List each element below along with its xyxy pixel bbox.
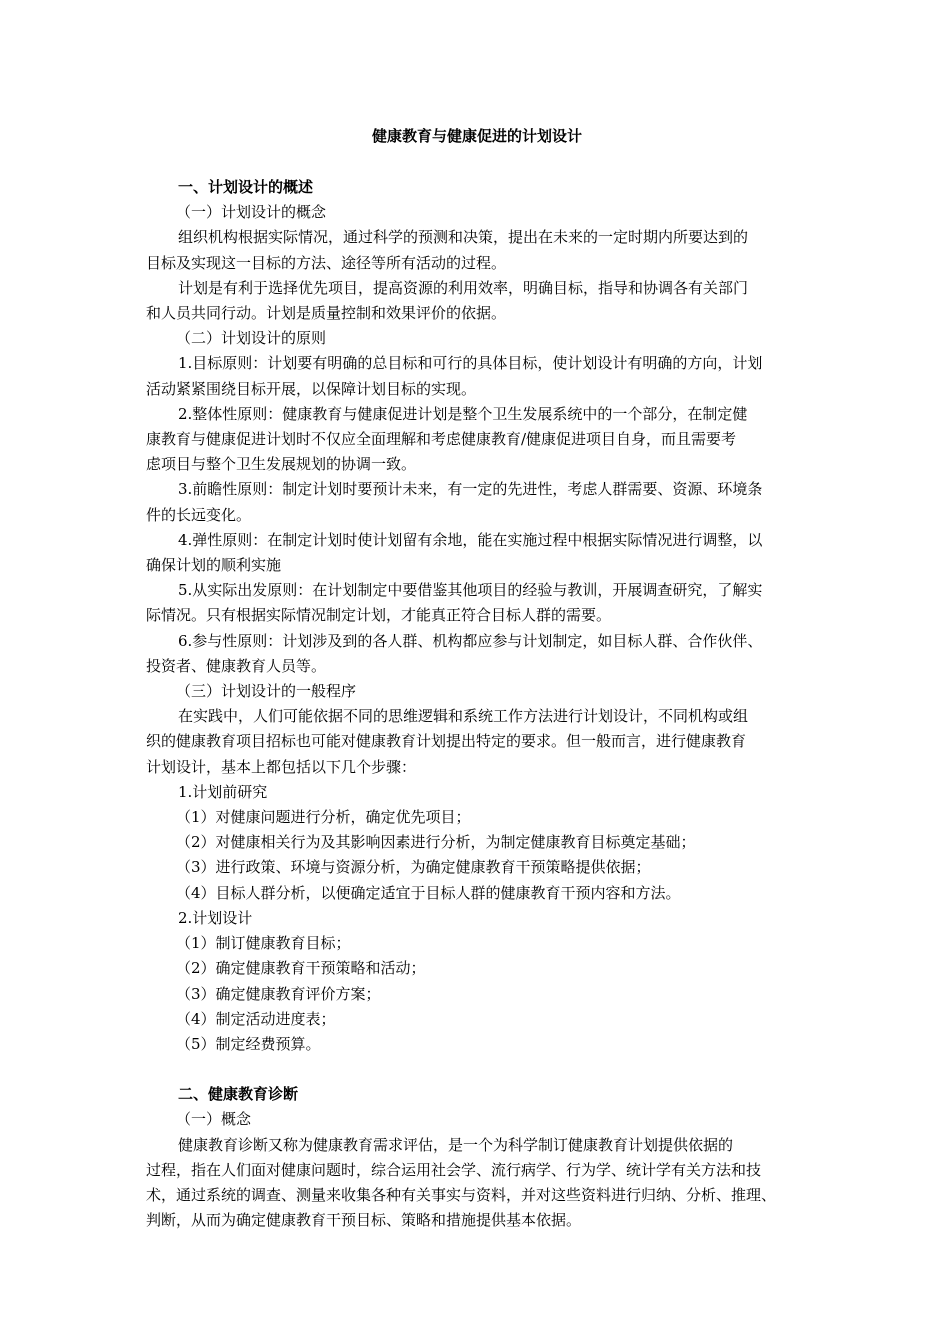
paragraph-continuation: 计划设计，基本上都包括以下几个步骤：: [146, 757, 417, 776]
paragraph-continuation: 投资者、健康教育人员等。: [146, 656, 327, 675]
paragraph-continuation: 和人员共同行动。计划是质量控制和效果评价的依据。: [146, 304, 507, 323]
subsection-line: （1）制订健康教育目标；: [176, 934, 351, 953]
paragraph-continuation: 术，通过系统的调查、测量来收集各种有关事实与资料，并对这些资料进行归纳、分析、推理、: [146, 1185, 777, 1204]
paragraph-line: 5.从实际出发原则：在计划制定中要借鉴其他项目的经验与教训，开展调查研究，了解实: [178, 581, 763, 600]
paragraph-continuation: 织的健康教育项目招标也可能对健康教育计划提出特定的要求。但一般而言，进行健康教育: [146, 732, 747, 751]
paragraph-line: 2.整体性原则：健康教育与健康促进计划是整个卫生发展系统中的一个部分，在制定健: [178, 404, 748, 423]
paragraph-line: 组织机构根据实际情况，通过科学的预测和决策，提出在未来的一定时期内所要达到的: [178, 228, 749, 247]
subsection-line: （3）确定健康教育评价方案；: [176, 984, 381, 1003]
subsection-line: （2）对健康相关行为及其影响因素进行分析，为制定健康教育目标奠定基础；: [176, 833, 696, 852]
subsection-line: （5）制定经费预算。: [176, 1034, 321, 1053]
subsection-line: （2）确定健康教育干预策略和活动；: [176, 959, 426, 978]
document-title: 健康教育与健康促进的计划设计: [371, 127, 582, 145]
paragraph-continuation: 件的长远变化。: [146, 505, 252, 524]
paragraph-line: 健康教育诊断又称为健康教育需求评估，是一个为科学制订健康教育计划提供依据的: [178, 1135, 734, 1154]
paragraph-line: 在实践中，人们可能依据不同的思维逻辑和系统工作方法进行计划设计，不同机构或组: [178, 707, 749, 726]
document-text: [146, 175, 808, 1233]
subsection-line: （二）计划设计的原则: [176, 329, 327, 348]
paragraph-line: 1.计划前研究: [178, 782, 268, 801]
paragraph-continuation: 目标及实现这一目标的方法、途径等所有活动的过程。: [146, 253, 507, 272]
paragraph-line: 3.前瞻性原则：制定计划时要预计未来，有一定的先进性，考虑人群需要、资源、环境条: [178, 480, 763, 499]
paragraph-line: 4.弹性原则：在制定计划时使计划留有余地，能在实施过程中根据实际情况进行调整，以: [178, 530, 763, 549]
section-heading: 一、计划设计的概述: [178, 178, 314, 196]
section-heading: 二、健康教育诊断: [178, 1085, 299, 1104]
subsection-line: （4）目标人群分析，以便确定适宜于目标人群的健康教育干预内容和方法。: [176, 883, 681, 902]
paragraph-continuation: 过程，指在人们面对健康问题时，综合运用社会学、流行病学、行为学、统计学有关方法和技: [146, 1160, 762, 1179]
paragraph-continuation: 确保计划的顺利实施: [146, 556, 282, 575]
document-body: [146, 124, 808, 1233]
paragraph-line: 6.参与性原则：计划涉及到的各人群、机构都应参与计划制定，如目标人群、合作伙伴、: [178, 631, 763, 650]
paragraph-line: 1.目标原则：计划要有明确的总目标和可行的具体目标，使计划设计有明确的方向，计划: [178, 354, 763, 373]
paragraph-continuation: 活动紧紧围绕目标开展，以保障计划目标的实现。: [146, 379, 477, 398]
subsection-line: （3）进行政策、环境与资源分析，为确定健康教育干预策略提供依据；: [176, 858, 651, 877]
paragraph-continuation: 虑项目与整个卫生发展规划的协调一致。: [146, 455, 417, 474]
subsection-line: （一）概念: [176, 1110, 252, 1129]
paragraph-line: 计划是有利于选择优先项目，提高资源的利用效率，明确目标，指导和协调各有关部门: [178, 278, 749, 297]
subsection-line: （1）对健康问题进行分析，确定优先项目；: [176, 808, 471, 827]
subsection-line: （三）计划设计的一般程序: [176, 682, 357, 701]
paragraph-continuation: 康教育与健康促进计划时不仅应全面理解和考虑健康教育/健康促进项目自身，而且需要考: [146, 430, 737, 449]
paragraph-line: 2.计划设计: [178, 908, 253, 927]
subsection-line: （一）计划设计的概念: [176, 203, 327, 222]
paragraph-gap: [146, 1057, 808, 1082]
paragraph-continuation: 判断，从而为确定健康教育干预目标、策略和措施提供基本依据。: [146, 1211, 582, 1230]
subsection-line: （4）制定活动进度表；: [176, 1009, 336, 1028]
paragraph-continuation: 际情况。只有根据实际情况制定计划，才能真正符合目标人群的需要。: [146, 606, 612, 625]
